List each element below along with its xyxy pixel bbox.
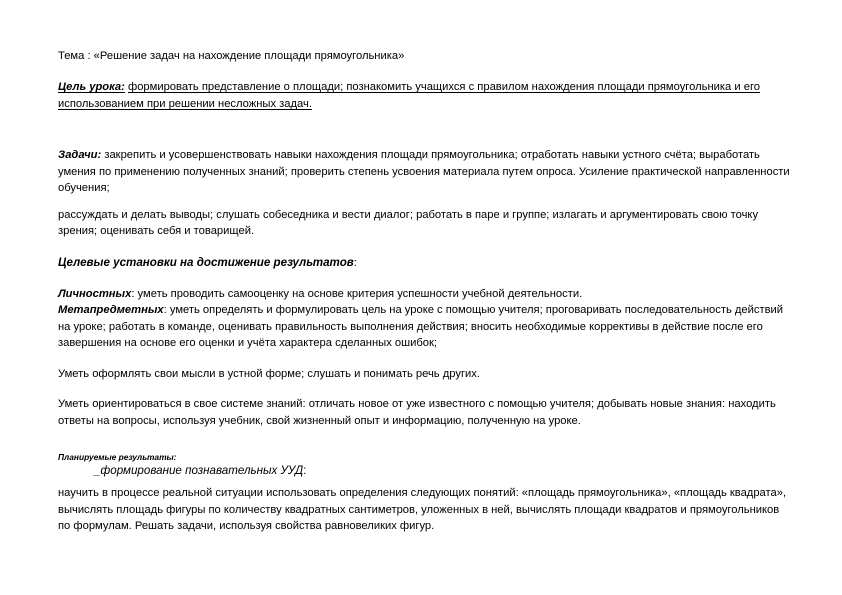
topic-label: Тема : [58, 50, 91, 62]
spacer [58, 272, 790, 286]
spacer [58, 113, 790, 147]
spacer [58, 382, 790, 396]
planned-results-text: научить в процессе реальной ситуации использовать определения следующих понятий: «площадь прямоугольника», «площадь квадрата», вычислять площадь фигуры по количеству квадратных сантиметров, уложенных в ней, вычислять площади квадратов и прямоугольников по формулам. Решать задачи, используя свойства равновеликих фигур. [58, 487, 787, 532]
topic-line [58, 48, 790, 65]
planned-results-subheading-colon: : [303, 464, 307, 477]
spacer [58, 65, 790, 79]
spacer [58, 429, 790, 451]
tasks-text: закрепить и усовершенствовать навыки нахождения площади прямоугольника; отработать навыки устного счёта; выработать умения по применению полученных знаний; проверить степень усвоения материала путем опроса. Усиление практической направленности обучения; [58, 149, 790, 194]
spacer [58, 240, 790, 254]
planned-results-subheading-line [58, 463, 790, 479]
personal-results-text: : уметь проводить самооценку на основе критерия успешности учебной деятельности. [131, 287, 583, 300]
knowledge-skills-paragraph: Уметь ориентироваться в свое системе знаний: отличать новое от уже известного с помощью учителя; добывать новые знания: находить ответы на вопросы, используя учебник, свой жизненный опыт и информацию, полученную на уроке. [58, 398, 776, 427]
target-settings-heading-colon: : [353, 256, 357, 269]
goal-label: Цель урока: [58, 81, 125, 93]
goal-line [58, 79, 790, 113]
goal-text: формировать представление о площади; познакомить учащихся с правилом нахождения площади прямоугольника и его использованием при решении несложных задач. [58, 81, 761, 110]
spacer [58, 197, 790, 207]
metasubject-results-text: : уметь определять и формулировать цель на уроке с помощью учителя; проговаривать последовательность действий на уроке; работать в команде, оценивать правильность выполнения действия; вносить необходимые коррективы в действие после его завершения на основе его оценки и учёта характера сделанных ошибок; [58, 304, 784, 349]
planned-results-subheading: _формирование познавательных УУД [94, 464, 304, 477]
personal-results-line [58, 286, 790, 303]
tasks-label: Задачи: [58, 149, 102, 161]
personal-results-label: Личностных [58, 287, 132, 300]
target-settings-heading-text: Целевые установки на достижение результатов [58, 255, 354, 269]
metasubject-results-label: Метапредметных [58, 304, 164, 316]
document-body [58, 48, 790, 535]
topic-value: «Решение задач на нахождение площади прямоугольника» [93, 50, 405, 62]
planned-results-label: Планируемые результаты: [58, 452, 177, 462]
tasks-text-secondary: рассуждать и делать выводы; слушать собеседника и вести диалог; работать в паре и группе; излагать и аргументировать свою точку зрения; оценивать себя и товарищей. [58, 208, 759, 237]
speech-skills-paragraph: Уметь оформлять свои мысли в устной форме; слушать и понимать речь других. [58, 367, 480, 380]
metasubject-results-line [58, 302, 790, 352]
tasks-line [58, 147, 790, 197]
target-settings-heading [58, 254, 790, 272]
spacer [58, 352, 790, 366]
